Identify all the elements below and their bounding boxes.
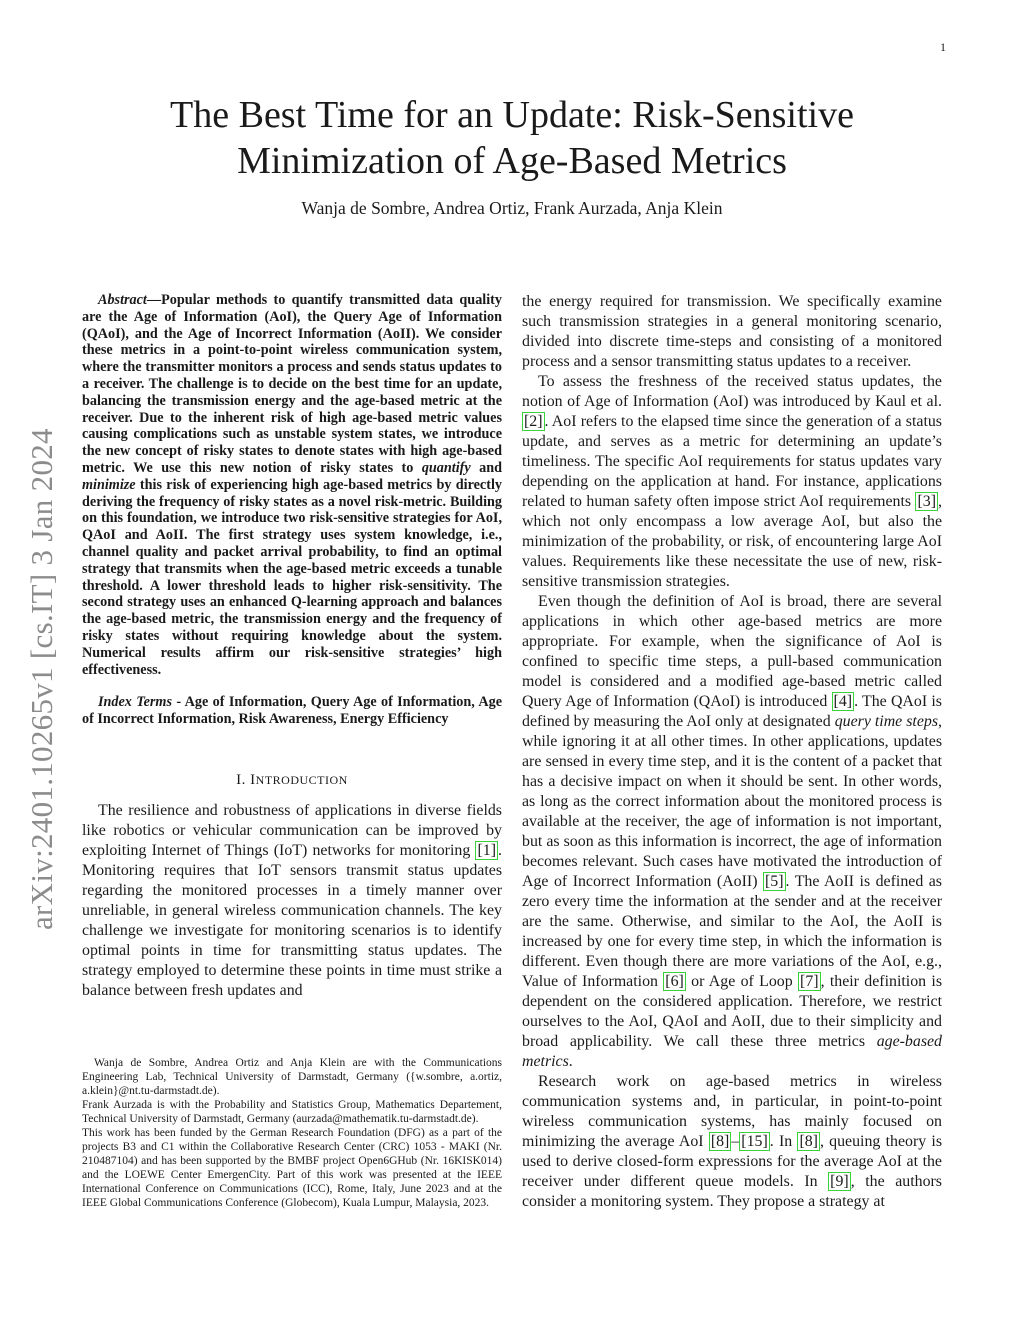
- footnote-affiliation-2: Frank Aurzada is with the Probability and Statistics Group, Mathematics Departement, Technical University of Darmstadt, Germany (aurzada@mathematik.tu-darmstadt.de).: [82, 1099, 502, 1125]
- text: Research work on age-based metrics in wireless communication systems and, in particular, in point-to-point wireless communication systems, has mainly focused on minimizing the average AoI: [522, 1073, 942, 1150]
- index-terms-lead: Index Terms: [98, 694, 172, 711]
- paragraph-energy: the energy required for transmission. We specifically examine such transmission strategies in a general monitoring scenario, divided into discrete time-steps and consisting of a monitored process and a sensor transmitting status updates to a receiver.: [522, 293, 942, 370]
- citation-link[interactable]: [8]: [710, 1133, 730, 1150]
- text: –: [731, 1133, 740, 1150]
- citation-link[interactable]: [7]: [800, 973, 819, 990]
- footnote: [82, 1056, 502, 1210]
- text: , the authors consider a monitoring system. They propose a strategy at: [522, 1173, 942, 1210]
- citation-link[interactable]: [5]: [765, 873, 784, 890]
- intro-text-1: The resilience and robustness of applications in diverse fields like robotics or vehicular communication can be improved by exploiting Internet of Things (IoT) networks for monitoring: [82, 801, 502, 859]
- section-heading-introduction: [82, 772, 502, 789]
- index-terms: [82, 694, 502, 728]
- text: . AoI refers to the elapsed time since the generation of a status update, and serves as a metric for determining an update’s timeliness. The specific AoI requirements for status updates vary depending on the application at hand. For instance, applications related to human safety often impose strict AoI requirements: [522, 413, 942, 510]
- abstract-and: and: [470, 459, 502, 476]
- paragraph-metrics: [522, 592, 942, 1072]
- citation-link[interactable]: [8]: [799, 1133, 818, 1150]
- citation-link[interactable]: [9]: [830, 1173, 849, 1190]
- arxiv-identifier: arXiv:2401.10265v1 [cs.IT] 3 Jan 2024: [24, 428, 59, 930]
- citation-link[interactable]: [2]: [524, 413, 543, 430]
- text: To assess the freshness of the received status updates, the notion of Age of Information (AoI) was introduced by Kaul et al.: [522, 373, 942, 410]
- section-title-rest: NTRODUCTION: [255, 772, 348, 787]
- section-numeral: I. I: [236, 771, 256, 788]
- paragraph-aoi: [522, 372, 942, 592]
- right-column: [522, 292, 942, 1212]
- title-line-1: The Best Time for an Update: Risk-Sensitive: [170, 94, 854, 136]
- footnote-affiliation-1: Wanja de Sombre, Andrea Ortiz and Anja Klein are with the Communications Engineering Lab, Technical University of Darmstadt, Germany ({w.sombre, a.ortiz, a.klein}@nt.tu-darmstadt.de).: [82, 1057, 502, 1097]
- abstract-dash: —: [146, 292, 162, 308]
- citation-link[interactable]: [4]: [833, 693, 853, 710]
- intro-text-2: . Monitoring requires that IoT sensors transmit status updates regarding the monitored processes in a timely manner over unreliable, in general wireless communication channels. The key challenge we investigate for monitoring scenarios is to identify optimal points in time for transmitting status updates. The strategy employed to determine these points in time must strike a balance between fresh updates and: [82, 841, 502, 999]
- abstract-emphasis-minimize: minimize: [82, 476, 136, 493]
- citation-link[interactable]: [3]: [917, 493, 937, 510]
- text: or Age of Loop: [685, 973, 799, 990]
- author-list: Wanja de Sombre, Andrea Ortiz, Frank Aurzada, Anja Klein: [301, 198, 723, 218]
- abstract: [82, 292, 502, 678]
- abstract-text-1: Popular methods to quantify transmitted data quality are the Age of Information (AoI), the Query Age of Information (QAoI), and the Age of Incorrect Information (AoII). We consider these metrics in a point-to-point wireless communication system, where the transmitter monitors a process and sends status updates to a receiver. The challenge is to decide on the best time for an update, balancing the transmission energy and the age-based metric at the receiver. Due to the inherent risk of high age-based metric values causing complications such as unstable system states, we introduce the new concept of risky states to denote states with high age-based metric. We use this new notion of risky states to: [82, 292, 502, 476]
- text: . The AoII is defined as zero every time the information at the sender and at the receiver are the same. Otherwise, and similar to the AoI, the AoII is increased by one for every time step, in which the information is different. Even though there are more variations of the AoI, e.g., Value of Information: [522, 873, 942, 990]
- page-number: 1: [940, 40, 946, 54]
- footnote-funding: This work has been funded by the German Research Foundation (DFG) as a part of the projects B3 and C1 within the Collaborative Research Center (CRC) 1053 - MAKI (Nr. 210487104) and has been supported by the BMBF project Open6GHub (Nr. 16KISK014) and the LOEWE Center EmergenCity. Part of this work was presented at the IEEE International Conference on Communications (ICC), Rome, Italy, June 2023 and at the IEEE Global Communications Conference (Globecom), Kuala Lumpur, Malaysia, 2023.: [82, 1127, 502, 1209]
- citation-link[interactable]: [6]: [665, 973, 684, 990]
- index-terms-text: - Age of Information, Query Age of Information, Age of Incorrect Information, Risk Awareness, Energy Efficiency: [82, 694, 502, 728]
- paragraph-research: [522, 1072, 942, 1212]
- intro-paragraph: [82, 801, 502, 1001]
- citation-link[interactable]: [1]: [477, 841, 497, 859]
- abstract-text-2: this risk of experiencing high age-based metrics by directly deriving the frequency of risky states as a novel risk-metric. Building on this foundation, we introduce two risk-sensitive strategies for AoI, QAoI and AoII. The first strategy uses system knowledge, i.e., channel quality and packet arrival probability, to find an optimal strategy that transmits when the age-based metric exceeds a tunable threshold. A lower threshold leads to higher risk-sensitivity. The second strategy uses an enhanced Q-learning approach and balances the age-based metric, the transmission energy and the frequency of risky states without requiring knowledge about the system. Numerical results affirm our risk-sensitive strategies’ high effectiveness.: [82, 476, 502, 678]
- emphasis-query-time-steps: query time steps: [834, 713, 939, 730]
- left-column: [82, 292, 502, 1001]
- text: , which not only encompass a low average AoI, but also the minimization of the probability, or risk, of encountering large AoI values. Requirements like these necessitate the use of new, risk-sensitive transmission strategies.: [522, 493, 942, 590]
- text: . The QAoI is defined by measuring the AoI only at designated: [522, 693, 942, 730]
- abstract-lead: Abstract: [98, 292, 147, 308]
- text: .: [568, 1053, 573, 1070]
- emphasis-age-based-metrics: age-based metrics: [522, 1033, 942, 1070]
- title-line-2: Minimization of Age-Based Metrics: [237, 140, 787, 182]
- text: . In: [769, 1133, 798, 1150]
- text: , their definition is dependent on the considered application. Therefore, we restrict ourselves to the AoI, QAoI and AoII, due to their simplicity and broad applicability. We call these three metrics: [522, 973, 942, 1050]
- citation-link[interactable]: [15]: [741, 1133, 768, 1150]
- text: , queuing theory is used to derive closed-form expressions for the average AoI at the receiver under different queue models. In: [522, 1133, 942, 1190]
- paper-title: [100, 92, 924, 184]
- text: , while ignoring it at all other times. In other applications, updates are sensed in every time step, and it is the content of a packet that has a decisive impact on when it should be sent. In other words, as long as the correct information about the monitored process is available at the receiver, the age of information is not important, but as soon as this information is incorrect, the age of information becomes relevant. Such cases have motivated the introduction of Age of Incorrect Information (AoII): [522, 713, 942, 890]
- abstract-emphasis-quantify: quantify: [421, 459, 471, 476]
- text: Even though the definition of AoI is broad, there are several applications in which other age-based metrics are more appropriate. For example, when the significance of AoI is confined to specific time steps, a pull-based communication model is considered and a modified age-based metric called Query Age of Information (QAoI) is introduced: [522, 593, 942, 710]
